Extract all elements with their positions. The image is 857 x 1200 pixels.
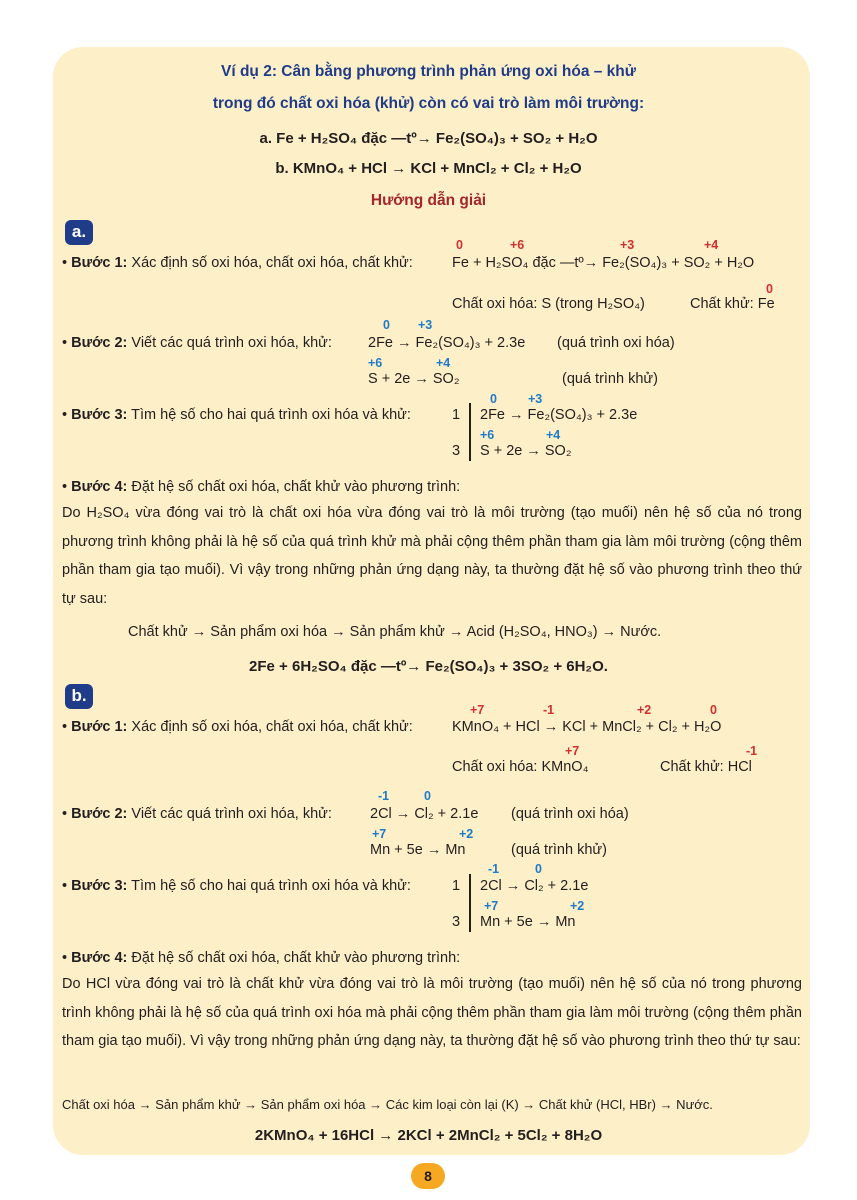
section-b-badge: b. [65, 684, 93, 709]
a-s3-red-4: +4 [546, 428, 561, 442]
b-coef2: 3 [452, 914, 461, 930]
a-proc-ox-3: +3 [418, 318, 433, 332]
b-proc-ox-0: 0 [424, 789, 431, 803]
b-step4-text: Đặt hệ số chất oxi hóa, chất khử vào phương trình: [131, 950, 461, 966]
b-step4: • Bước 4: Đặt hệ số chất oxi hóa, chất khử vào phương trình: [62, 950, 461, 966]
example-title-line1: Ví dụ 2: Cân bằng phương trình phản ứng oxi hóa – khử [221, 63, 636, 80]
a-step3-ox: 2Fe → Fe₂(SO₄)₃ + 2.3e [480, 407, 638, 423]
a-proc-ox-0: 0 [383, 318, 390, 332]
page-number: 8 [411, 1163, 445, 1189]
a-ox-s: +6 [510, 238, 525, 252]
b-s3-red-2: +2 [570, 899, 585, 913]
a-proc-ox-note: (quá trình oxi hóa) [557, 335, 675, 351]
b-step2: • Bước 2: Viết các quá trình oxi hóa, khử: [62, 806, 332, 822]
b-step3-label: Bước 3: [71, 878, 128, 894]
a-step4-label: Bước 4: [71, 479, 128, 495]
a-step1-label: Bước 1: [71, 255, 128, 271]
a-s3-red-6: +6 [480, 428, 495, 442]
a-step4: • Bước 4: Đặt hệ số chất oxi hóa, chất khử vào phương trình: [62, 479, 461, 495]
a-coef2: 3 [452, 443, 461, 459]
b-ox-mn7: +7 [470, 703, 485, 717]
a-step1-equation: Fe + H₂SO₄ đặc —tº→ Fe₂(SO₄)₃ + SO₂ + H₂O [452, 255, 755, 271]
b-coef-bar [469, 874, 471, 932]
b-step3-ox: 2Cl → Cl₂ + 2.1e [480, 878, 589, 894]
b-order: Chất oxi hóa → Sản phẩm khử → Sản phẩm oxi hóa → Các kim loại còn lại (K) → Chất khử (HCl, HBr) → Nước. [62, 1097, 713, 1112]
a-ox-fe: 0 [456, 238, 463, 252]
a-s3-ox-0: 0 [490, 392, 497, 406]
b-step1-equation: KMnO₄ + HCl → KCl + MnCl₂ + Cl₂ + H₂O [452, 719, 722, 735]
b-step3-red: Mn + 5e → Mn [480, 914, 576, 930]
b-coef1: 1 [452, 878, 461, 894]
b-s3-ox-0: 0 [535, 862, 542, 876]
a-step3-label: Bước 3: [71, 407, 128, 423]
a-ox-s4: +4 [704, 238, 719, 252]
a-proc-red: S + 2e → SO₂ [368, 371, 460, 387]
a-proc-red-note: (quá trình khử) [562, 371, 658, 387]
b-proc-red-7: +7 [372, 827, 387, 841]
b-proc-red: Mn + 5e → Mn [370, 842, 466, 858]
a-final-equation: 2Fe + 6H₂SO₄ đặc —tº→ Fe₂(SO₄)₃ + 3SO₂ + 6H₂O. [249, 658, 608, 675]
b-ox-mn2: +2 [637, 703, 652, 717]
section-a-badge: a. [65, 220, 93, 245]
b-oxidant: Chất oxi hóa: KMnO₄ [452, 759, 589, 775]
a-step4-text: Đặt hệ số chất oxi hóa, chất khử vào phương trình: [131, 479, 461, 495]
a-coef1: 1 [452, 407, 461, 423]
b-step3-text: Tìm hệ số cho hai quá trình oxi hóa và khử: [131, 878, 411, 894]
b-final-equation: 2KMnO₄ + 16HCl → 2KCl + 2MnCl₂ + 5Cl₂ + 8H₂O [254, 1127, 603, 1144]
a-step2-text: Viết các quá trình oxi hóa, khử: [131, 335, 332, 351]
equation-a: a. Fe + H₂SO₄ đặc —tº→ Fe₂(SO₄)₃ + SO₂ + H₂O [259, 130, 598, 147]
a-s3-ox-3: +3 [528, 392, 543, 406]
b-step2-text: Viết các quá trình oxi hóa, khử: [131, 806, 332, 822]
b-s3-ox-m1: -1 [488, 862, 500, 876]
a-ox-fe3: +3 [620, 238, 635, 252]
b-ox-oxidant: +7 [565, 744, 580, 758]
b-proc-ox-note: (quá trình oxi hóa) [511, 806, 629, 822]
b-proc-ox-m1: -1 [378, 789, 390, 803]
a-ox-fe-reductant: 0 [766, 282, 773, 296]
a-step2: • Bước 2: Viết các quá trình oxi hóa, khử: [62, 335, 332, 351]
a-coef-bar [469, 403, 471, 461]
a-paragraph: Do H₂SO₄ vừa đóng vai trò là chất oxi hóa vừa đóng vai trò là môi trường (tạo muối) nên hệ số của nó trong phương trình không phải là hệ số của quá trình khử mà phải cộng thêm phần tham gia làm môi trường (cộng thêm phần tham gia tạo muối). Vì vậy trong những phản ứng dạng này, ta thường đặt hệ số vào phương trình theo thứ tự sau: [62, 505, 802, 607]
b-ox-cl2: 0 [710, 703, 717, 717]
b-s3-red-7: +7 [484, 899, 499, 913]
b-step4-label: Bước 4: [71, 950, 128, 966]
guide-heading: Hướng dẫn giải [370, 192, 487, 209]
a-proc-red-4: +4 [436, 356, 451, 370]
a-proc-ox: 2Fe → Fe₂(SO₄)₃ + 2.3e [368, 335, 526, 351]
a-proc-red-6: +6 [368, 356, 383, 370]
b-proc-red-note: (quá trình khử) [511, 842, 607, 858]
a-step3: • Bước 3: Tìm hệ số cho hai quá trình oxi hóa và khử: [62, 407, 411, 423]
b-step1-text: Xác định số oxi hóa, chất oxi hóa, chất khử: [131, 719, 413, 735]
b-step1: • Bước 1: Xác định số oxi hóa, chất oxi hóa, chất khử: [62, 719, 413, 735]
a-step3-text: Tìm hệ số cho hai quá trình oxi hóa và khử: [131, 407, 411, 423]
b-reductant: Chất khử: HCl [660, 759, 752, 775]
b-paragraph: Do HCl vừa đóng vai trò là chất khử vừa đóng vai trò là môi trường (tạo muối) nên hệ số của nó trong phương trình không phải là hệ số của quá trình oxi hóa mà phải cộng thêm phần tham gia làm môi trường (cộng thêm phần tham gia tạo muối). Vì vậy trong những phản ứng dạng này, ta thường đặt hệ số vào phương trình theo thứ tự sau: [62, 976, 802, 1049]
b-step3: • Bước 3: Tìm hệ số cho hai quá trình oxi hóa và khử: [62, 878, 411, 894]
b-ox-reductant: -1 [746, 744, 758, 758]
a-step3-red: S + 2e → SO₂ [480, 443, 572, 459]
example-title-line2: trong đó chất oxi hóa (khử) còn có vai trò làm môi trường: [212, 95, 645, 112]
b-proc-ox: 2Cl → Cl₂ + 2.1e [370, 806, 479, 822]
a-step2-label: Bước 2: [71, 335, 128, 351]
b-ox-cl: -1 [543, 703, 555, 717]
a-step1-text: Xác định số oxi hóa, chất oxi hóa, chất khử: [131, 255, 413, 271]
b-proc-red-2: +2 [459, 827, 474, 841]
a-reductant: Chất khử: Fe [690, 296, 775, 312]
b-step2-label: Bước 2: [71, 806, 128, 822]
a-order: Chất khử → Sản phẩm oxi hóa → Sản phẩm khử → Acid (H₂SO₄, HNO₃) → Nước. [128, 624, 662, 640]
equation-b: b. KMnO₄ + HCl → KCl + MnCl₂ + Cl₂ + H₂O [275, 160, 582, 177]
a-step1: • Bước 1: Xác định số oxi hóa, chất oxi hóa, chất khử: [62, 255, 413, 271]
b-step1-label: Bước 1: [71, 719, 128, 735]
a-oxidant: Chất oxi hóa: S (trong H₂SO₄) [452, 296, 645, 312]
